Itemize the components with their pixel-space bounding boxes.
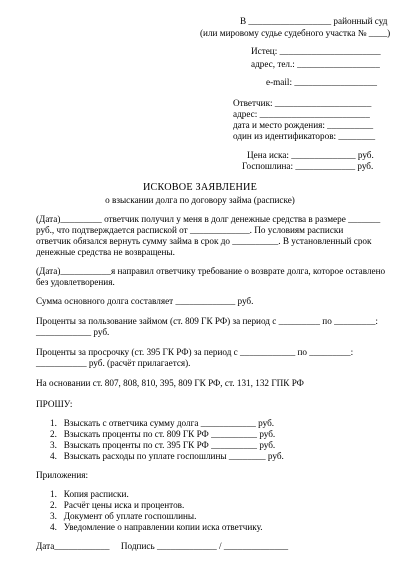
interest-809-line-1: Проценты за пользование займом (ст. 809 ГК РФ) за период с _________ по _________: — [36, 316, 378, 326]
request-heading: ПРОШУ: — [36, 399, 73, 409]
attachment-item-1: 1. Копия расписки. — [50, 489, 129, 499]
claim-price-field: Цена иска: ______________ руб. — [247, 150, 374, 160]
attachments-heading: Приложения: — [36, 470, 89, 480]
interest-395-line-2: ___________ руб. (расчёт прилагается). — [36, 358, 191, 368]
plaintiff-address-field: адрес, тел.: __________________ — [251, 59, 380, 69]
attachment-item-3: 3. Документ об уплате госпошлины. — [50, 511, 197, 521]
paragraph-1-line-2: руб., что подтверждается распиской от _____________. По условиям расписки — [36, 225, 344, 235]
defendant-birth-field: дата и место рождения: __________ — [233, 120, 374, 130]
paragraph-1-line-3: ответчик обязался вернуть сумму займа в срок до __________. В установленный срок — [36, 236, 372, 246]
defendant-address-field: адрес: ________________________ — [233, 109, 370, 119]
request-item-4: 4. Взыскать расходы по уплате госпошлины ________ руб. — [50, 451, 284, 461]
state-fee-field: Госпошлина: _____________ руб. — [242, 161, 374, 171]
plaintiff-field: Истец: ______________________ — [251, 46, 381, 56]
court-line: В __________________ районный суд — [240, 16, 388, 26]
paragraph-1-line-4: денежные средства не возвращены. — [36, 247, 175, 257]
document-title: ИСКОВОЕ ЗАЯВЛЕНИЕ — [142, 182, 258, 193]
attachment-item-4: 4. Уведомление о направлении копии иска ответчику. — [50, 522, 263, 532]
paragraph-1-line-1: (Дата)_________ ответчик получил у меня в долг денежные средства в размере _______ — [36, 214, 381, 224]
court-line-alt: (или мировому судье судебного участка № ____) — [200, 28, 391, 38]
request-item-1: 1. Взыскать с ответчика сумму долга ____________ руб. — [50, 418, 275, 428]
defendant-identifier-field: один из идентификаторов: ________ — [233, 131, 376, 141]
paragraph-2-line-2: без удовлетворения. — [36, 277, 115, 287]
email-field: e-mail: __________________ — [266, 77, 378, 87]
paragraph-2-line-1: (Дата)___________я направил ответчику требование о возврате долга, которое оставлено — [36, 266, 386, 276]
document-subtitle: о взыскании долга по договору займа (расписке) — [105, 195, 295, 205]
signature-line: Дата____________ Подпись _____________ / ______________ — [36, 541, 289, 551]
interest-809-line-2: ____________ руб. — [36, 327, 110, 337]
interest-395-line-1: Проценты за просрочку (ст. 395 ГК РФ) за период с ____________ по _________: — [36, 347, 354, 357]
defendant-field: Ответчик: _____________________ — [233, 98, 372, 108]
legal-basis-line: На основании ст. 807, 808, 810, 395, 809 ГК РФ, ст. 131, 132 ГПК РФ — [36, 378, 304, 388]
principal-debt-line: Сумма основного долга составляет _____________ руб. — [36, 296, 254, 306]
attachment-item-2: 2. Расчёт цены иска и процентов. — [50, 500, 185, 510]
request-item-2: 2. Взыскать проценты по ст. 809 ГК РФ __________ руб. — [50, 429, 276, 439]
request-item-3: 3. Взыскать проценты по ст. 395 ГК РФ __________ руб. — [50, 440, 276, 450]
